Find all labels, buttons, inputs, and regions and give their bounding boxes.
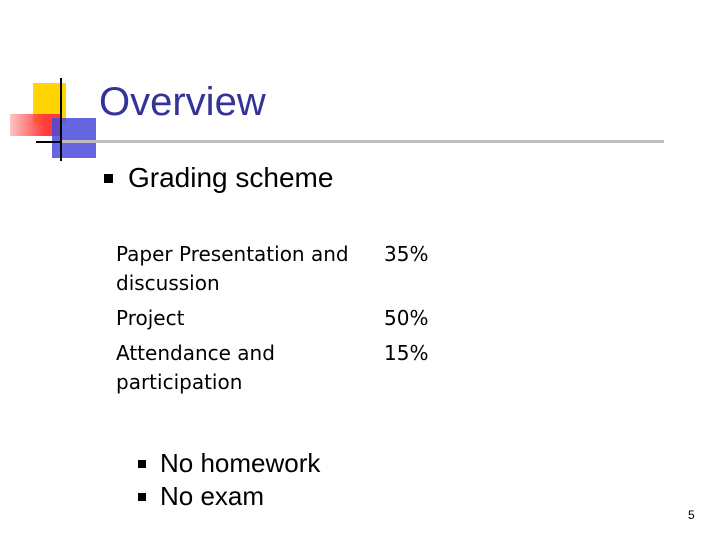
- square-bullet-icon: [138, 493, 146, 501]
- decorative-blue-square: [52, 118, 96, 158]
- slide-title: Overview: [99, 80, 266, 124]
- table-row: [110, 240, 434, 304]
- grading-component: Attendance and participation: [116, 341, 275, 394]
- grading-percent: 15%: [384, 341, 429, 365]
- table-row: [110, 304, 434, 339]
- grading-percent: 50%: [384, 306, 429, 330]
- square-bullet-icon: [138, 460, 146, 468]
- grading-scheme-heading: Grading scheme: [128, 162, 334, 193]
- decorative-vertical-line: [60, 78, 62, 161]
- grading-component: Project: [116, 306, 185, 330]
- grading-table: [110, 240, 434, 403]
- grading-percent: 35%: [384, 242, 429, 266]
- sub-bullet-text: No exam: [160, 481, 265, 511]
- table-row: [110, 339, 434, 403]
- grading-component: Paper Presentation and discussion: [116, 242, 349, 295]
- square-bullet-icon: [104, 174, 113, 183]
- sub-bullet-text: No homework: [160, 448, 321, 478]
- title-underline-rule: [62, 140, 664, 143]
- page-number: 5: [688, 508, 695, 522]
